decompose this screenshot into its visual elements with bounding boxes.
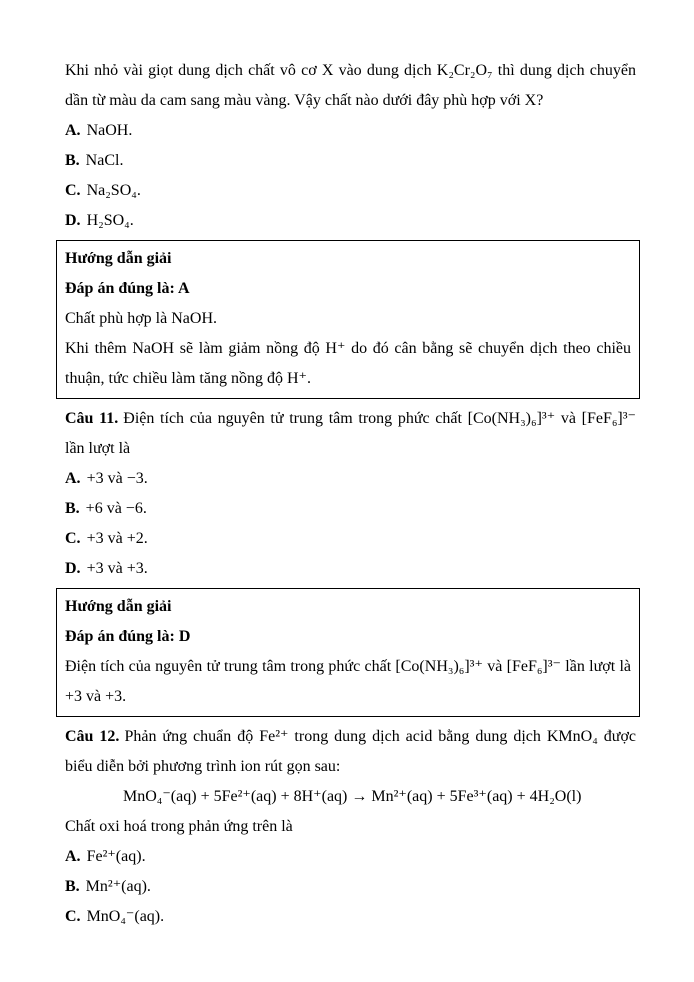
question-12-option-b bbox=[65, 872, 636, 902]
option-b-text: +6 và −6. bbox=[85, 500, 147, 517]
option-a-text: Fe²⁺(aq). bbox=[86, 848, 146, 865]
option-b-text: NaCl. bbox=[85, 152, 124, 169]
question-11-stem: Điện tích của nguyên tử trung tâm trong phức chất [Co(NH₃)₆]³⁺ và [FeF₆]³⁻ lần lượt là bbox=[65, 410, 636, 457]
solution-box-question-10 bbox=[56, 240, 640, 399]
question-11-option-c bbox=[65, 524, 636, 554]
solution-heading: Hướng dẫn giải bbox=[65, 250, 172, 267]
question-12-option-c bbox=[65, 902, 636, 932]
option-c-text: +3 và +2. bbox=[86, 530, 148, 547]
option-c-label: C. bbox=[65, 908, 81, 925]
question-11-option-b bbox=[65, 494, 636, 524]
option-a-label: A. bbox=[65, 122, 81, 139]
option-b-label: B. bbox=[65, 500, 80, 517]
option-d-text: H₂SO₄. bbox=[86, 212, 134, 229]
option-a-text: NaOH. bbox=[86, 122, 133, 139]
question-12-number: Câu 12. bbox=[65, 728, 120, 745]
option-c-text: MnO₄⁻(aq). bbox=[86, 908, 165, 925]
question-10-option-d bbox=[65, 206, 636, 236]
option-b-text: Mn²⁺(aq). bbox=[85, 878, 151, 895]
question-12-stem: Phản ứng chuẩn độ Fe²⁺ trong dung dịch acid bằng dung dịch KMnO₄ được biểu diễn bởi phương trình ion rút gọn sau: bbox=[65, 728, 637, 775]
question-12-text bbox=[65, 722, 636, 782]
ionic-equation: MnO₄⁻(aq) + 5Fe²⁺(aq) + 8H⁺(aq) → Mn²⁺(aq) + 5Fe³⁺(aq) + 4H₂O(l) bbox=[123, 788, 582, 805]
solution-line: Chất phù hợp là NaOH. bbox=[65, 310, 217, 327]
question-12-option-a bbox=[65, 842, 636, 872]
question-11-option-a bbox=[65, 464, 636, 494]
option-c-label: C. bbox=[65, 182, 81, 199]
question-12-prompt: Chất oxi hoá trong phản ứng trên là bbox=[65, 818, 293, 835]
solution-line: Điện tích của nguyên tử trung tâm trong phức chất [Co(NH₃)₆]³⁺ và [FeF₆]³⁻ lần lượt là +3 và +3. bbox=[65, 658, 631, 705]
solution-line: Khi thêm NaOH sẽ làm giảm nồng độ H⁺ do đó cân bằng sẽ chuyển dịch theo chiều thuận, tức chiều làm tăng nồng độ H⁺. bbox=[65, 340, 631, 387]
solution-answer: Đáp án đúng là: A bbox=[65, 280, 190, 297]
question-10-text: Khi nhỏ vài giọt dung dịch chất vô cơ X vào dung dịch K₂Cr₂O₇ thì dung dịch chuyển dần từ màu da cam sang màu vàng. Vậy chất nào dưới đây phù hợp với X? bbox=[65, 62, 636, 109]
solution-box-question-11 bbox=[56, 588, 640, 717]
option-d-text: +3 và +3. bbox=[86, 560, 148, 577]
question-10-option-b bbox=[65, 146, 636, 176]
option-c-text: Na₂SO₄. bbox=[86, 182, 141, 199]
option-b-label: B. bbox=[65, 152, 80, 169]
question-10-option-c bbox=[65, 176, 636, 206]
option-c-label: C. bbox=[65, 530, 81, 547]
option-a-label: A. bbox=[65, 470, 81, 487]
option-d-label: D. bbox=[65, 560, 81, 577]
question-11-number: Câu 11. bbox=[65, 410, 119, 427]
question-11-text bbox=[65, 404, 636, 464]
solution-heading: Hướng dẫn giải bbox=[65, 598, 172, 615]
question-10-option-a bbox=[65, 116, 636, 146]
question-11-option-d bbox=[65, 554, 636, 584]
option-d-label: D. bbox=[65, 212, 81, 229]
option-a-text: +3 và −3. bbox=[86, 470, 148, 487]
solution-answer: Đáp án đúng là: D bbox=[65, 628, 191, 645]
option-a-label: A. bbox=[65, 848, 81, 865]
option-b-label: B. bbox=[65, 878, 80, 895]
